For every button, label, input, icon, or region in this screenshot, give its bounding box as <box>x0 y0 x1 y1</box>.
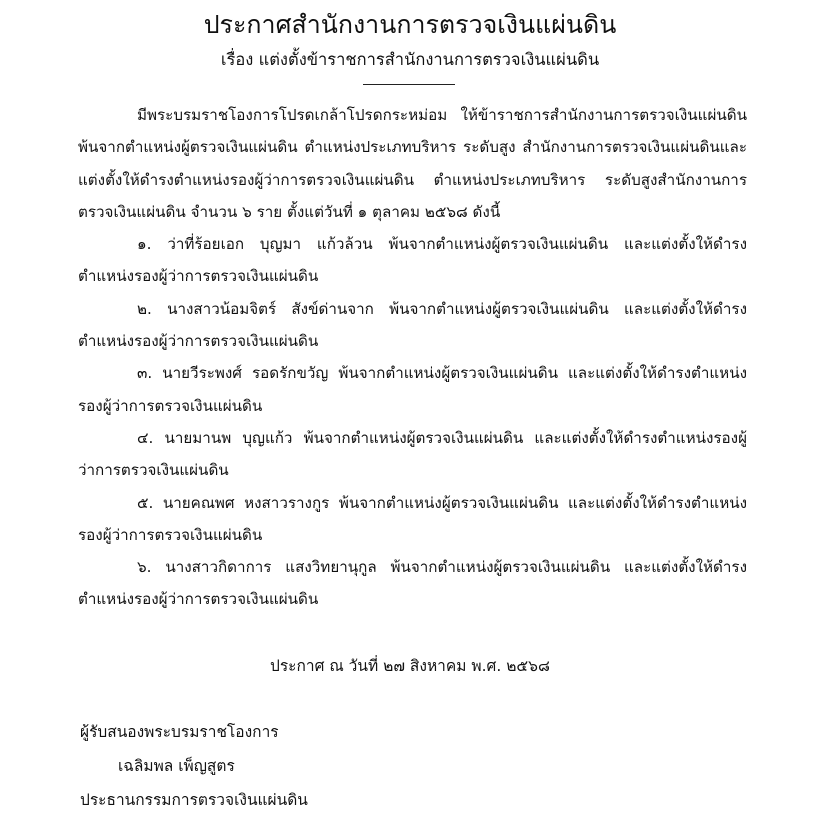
appointment-item-6: ๖. นางสาวกิดาการ แสงวิทยานุกูล พ้นจากตำแหน่งผู้ตรวจเงินแผ่นดิน และแต่งตั้งให้ดำรงตำแหน่งรองผู้ว่าการตรวจเงินแผ่นดิน <box>78 558 747 609</box>
appointment-item-2: ๒. นางสาวน้อมจิตร์ สังข์ด่านจาก พ้นจากตำแหน่งผู้ตรวจเงินแผ่นดิน และแต่งตั้งให้ดำรงตำแหน่งรองผู้ว่าการตรวจเงินแผ่นดิน <box>78 299 747 351</box>
appointment-item-3: ๓. นายวีระพงศ์ รอดรักขวัญ พ้นจากตำแหน่งผู้ตรวจเงินแผ่นดิน และแต่งตั้งให้ดำรงตำแหน่งรองผู้ว่าการตรวจเงินแผ่นดิน <box>78 364 747 415</box>
document-body <box>78 99 747 616</box>
appointment-item-1: ๑. ว่าที่ร้อยเอก บุญมา แก้วล้วน พ้นจากตำแหน่งผู้ตรวจเงินแผ่นดิน และแต่งตั้งให้ดำรงตำแหน่งรองผู้ว่าการตรวจเงินแผ่นดิน <box>78 235 747 286</box>
appointment-item-4: ๔. นายมานพ บุญแก้ว พ้นจากตำแหน่งผู้ตรวจเงินแผ่นดิน และแต่งตั้งให้ดำรงตำแหน่งรองผู้ว่าการตรวจเงินแผ่นดิน <box>78 428 747 480</box>
document-subject: เรื่อง แต่งตั้งข้าราชการสำนักงานการตรวจเงินแผ่นดิน <box>220 50 600 69</box>
title-divider <box>363 84 455 85</box>
appointment-item-5: ๕. นายคณพศ หงสาวรางกูร พ้นจากตำแหน่งผู้ตรวจเงินแผ่นดิน และแต่งตั้งให้ดำรงตำแหน่งรองผู้ว่าการตรวจเงินแผ่นดิน <box>78 493 747 544</box>
signer-position: ประธานกรรมการตรวจเงินแผ่นดิน <box>80 791 308 809</box>
countersign-label: ผู้รับสนองพระบรมราชโองการ <box>80 723 279 741</box>
document-title: ประกาศสำนักงานการตรวจเงินแผ่นดิน <box>203 10 617 39</box>
announcement-date: ประกาศ ณ วันที่ ๒๗ สิงหาคม พ.ศ. ๒๕๖๘ <box>270 657 550 675</box>
signer-name: เฉลิมพล เพ็ญสูตร <box>118 757 235 775</box>
intro-paragraph: มีพระบรมราชโองการโปรดเกล้าโปรดกระหม่อม ให้ข้าราชการสำนักงานการตรวจเงินแผ่นดินพ้นจากตำแหน่งผู้ตรวจเงินแผ่นดิน ตำแหน่งประเภทบริหาร ระดับสูง สำนักงานการตรวจเงินแผ่นดินและแต่งตั้งให้ดำรงตำแหน่งรองผู้ว่าการตรวจเงินแผ่นดิน ตำแหน่งประเภทบริหาร ระดับสูงสำนักงานการตรวจเงินแผ่นดิน จำนวน ๖ ราย ตั้งแต่วันที่ ๑ ตุลาคม ๒๕๖๘ ดังนี้ <box>78 106 747 221</box>
